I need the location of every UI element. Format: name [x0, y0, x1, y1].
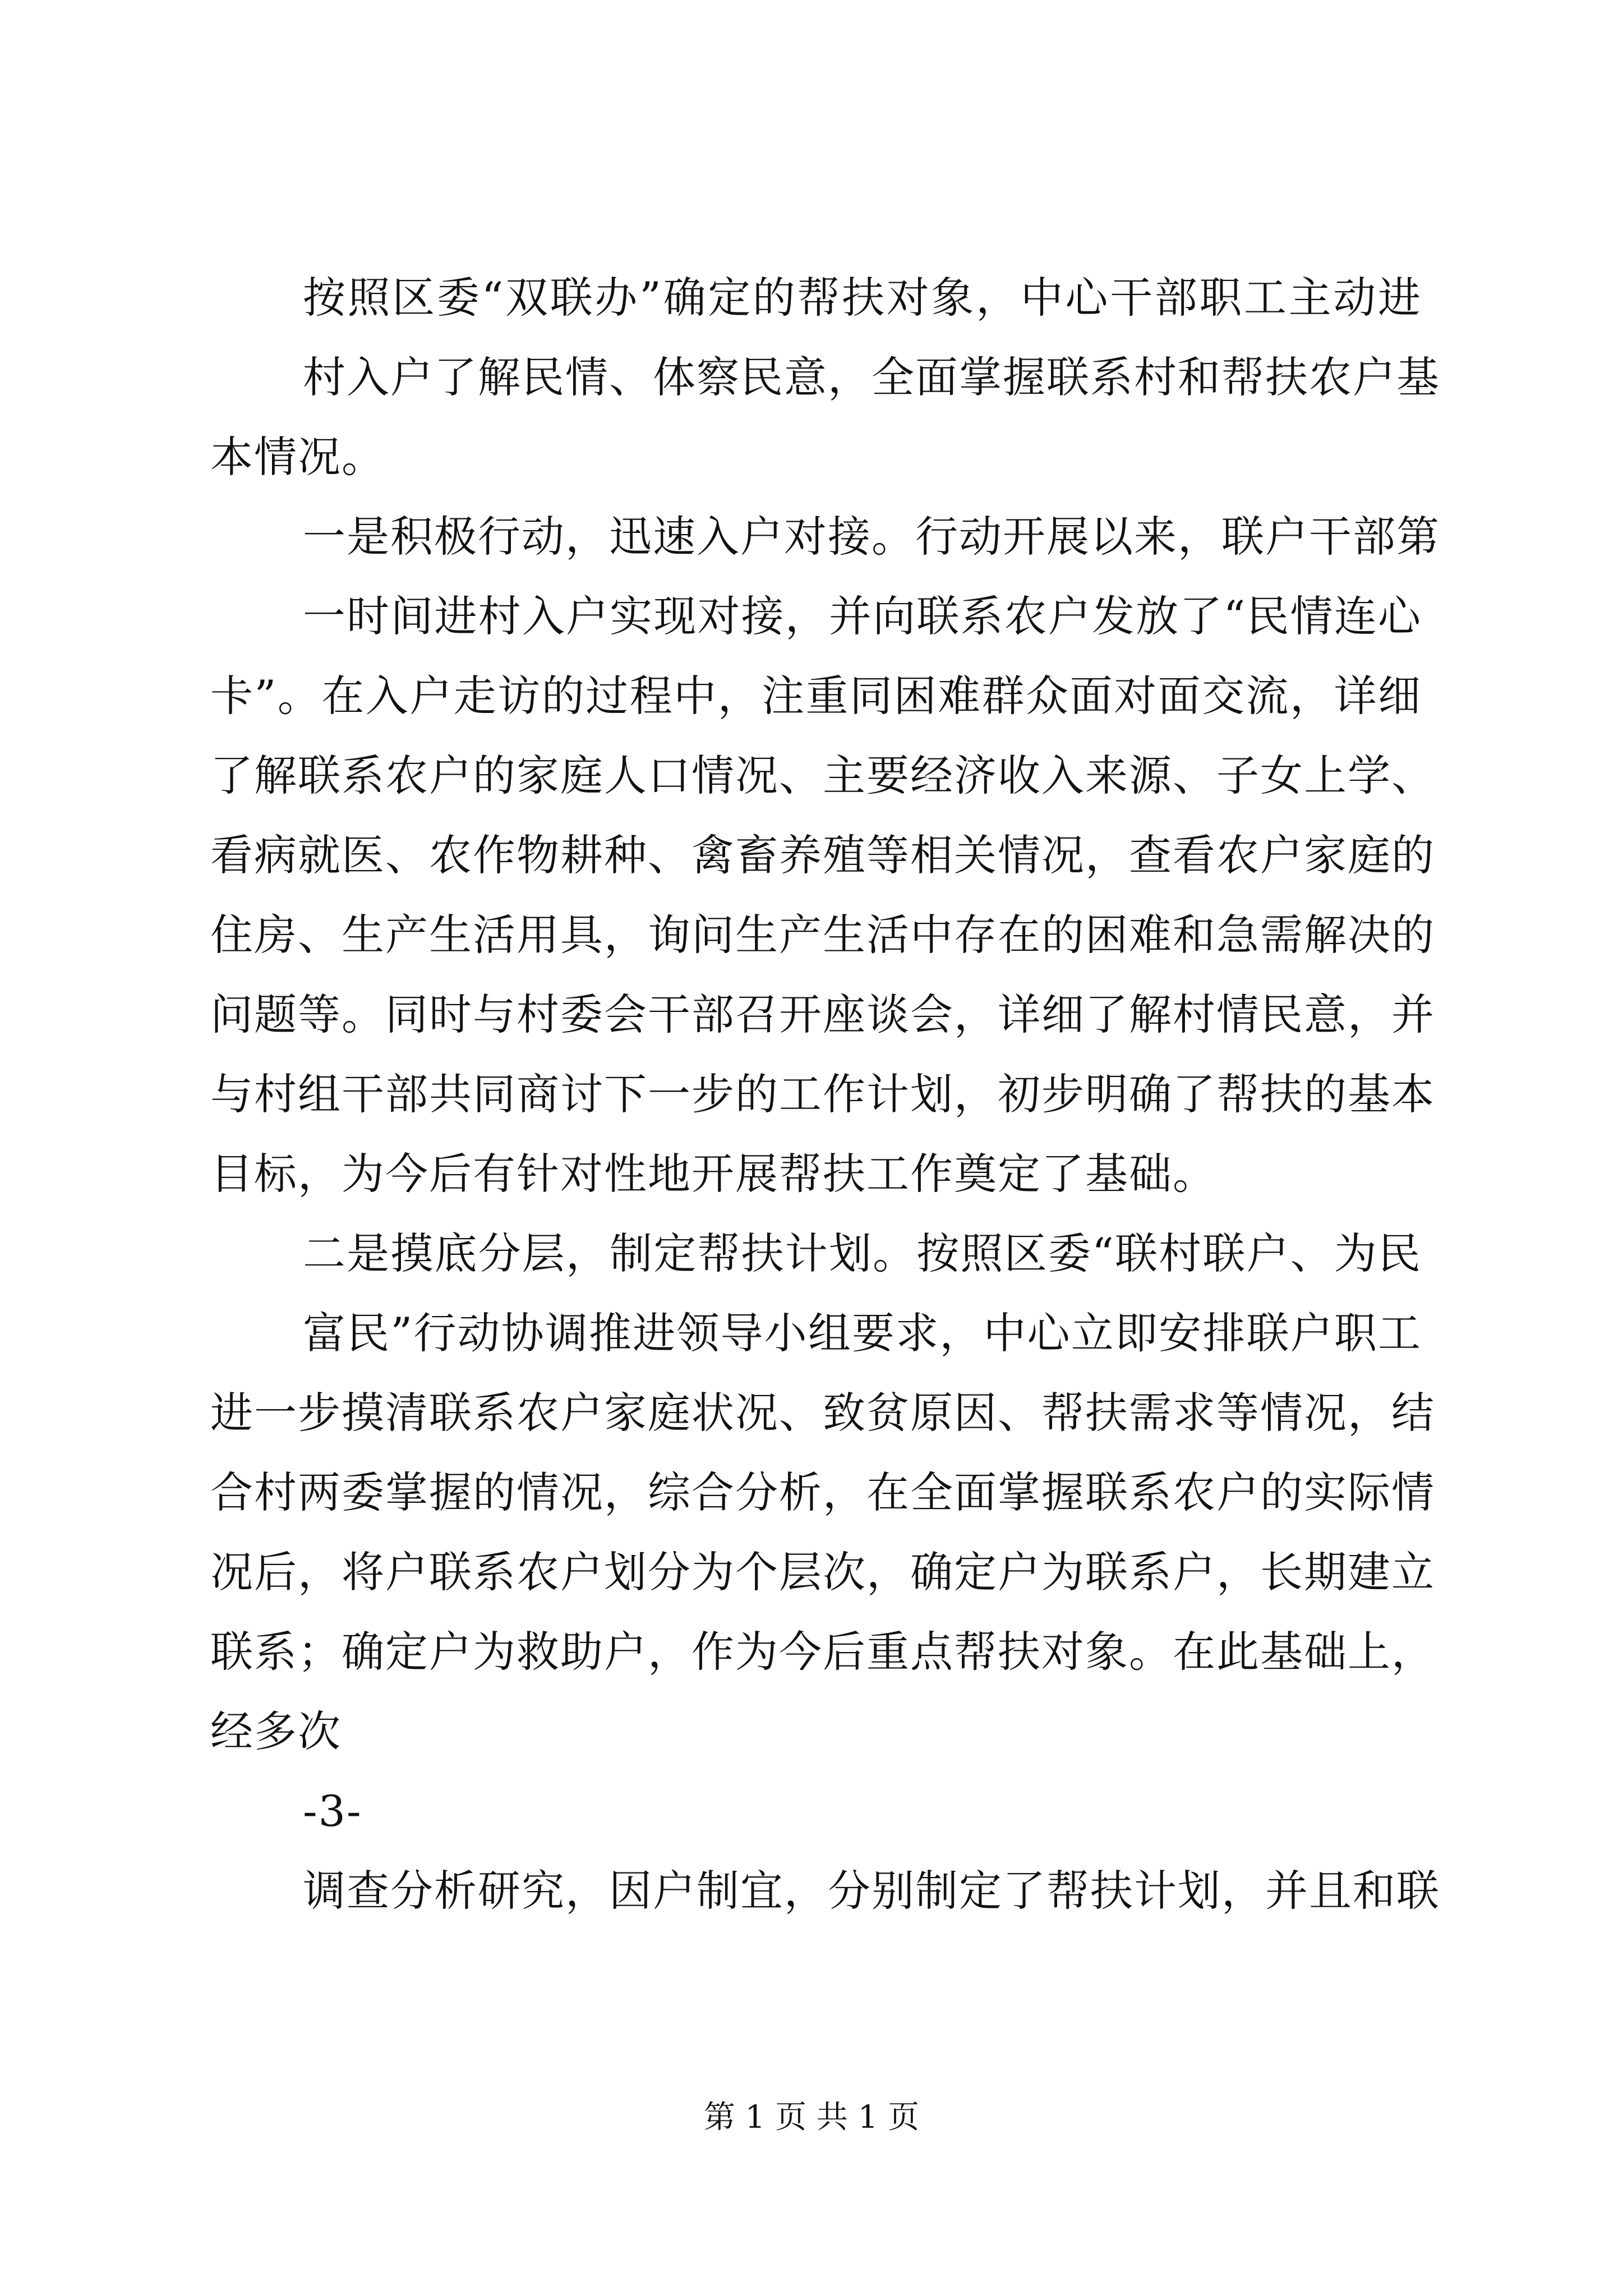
- text-line-14: 富民”行动协调推进领导小组要求，中心立即安排联户职工: [303, 1308, 1422, 1358]
- text-line-12: 目标，为今后有针对性地开展帮扶工作奠定了基础。: [210, 1149, 1216, 1199]
- document-body: [210, 258, 1440, 1931]
- text-line-17: 况后，将户联系农户划分为个层次，确定户为联系户，长期建立: [210, 1547, 1435, 1597]
- text-line-1: 按照区委“双联办”确定的帮扶对象，中心干部职工主动进: [303, 273, 1422, 323]
- text-line-18: 联系；确定户为救助户，作为今后重点帮扶对象。在此基础上，: [210, 1627, 1435, 1677]
- text-line-9: 住房、生产生活用具，询问生产生活中存在的困难和急需解决的: [210, 910, 1435, 960]
- text-line-10: 问题等。同时与村委会干部召开座谈会，详细了解村情民意，并: [210, 990, 1435, 1039]
- page-footer: 第 1 页 共 1 页: [703, 2099, 920, 2136]
- text-line-19: 经多次: [210, 1706, 342, 1756]
- text-line-21: 调查分析研究，因户制宜，分别制定了帮扶计划，并且和联: [303, 1866, 1440, 1916]
- text-line-16: 合村两委掌握的情况，综合分析，在全面掌握联系农户的实际情: [210, 1467, 1435, 1517]
- page-marker: -3-: [303, 1786, 362, 1836]
- text-line-13: 二是摸底分层，制定帮扶计划。按照区委“联村联户、为民: [303, 1228, 1422, 1278]
- text-line-6: 卡”。在入户走访的过程中，注重同困难群众面对面交流，详细: [210, 671, 1422, 721]
- text-line-2: 村入户了解民情、体察民意，全面掌握联系村和帮扶农户基: [303, 352, 1440, 402]
- text-line-3: 本情况。: [210, 432, 385, 482]
- text-line-4: 一是积极行动，迅速入户对接。行动开展以来，联户干部第: [303, 512, 1440, 562]
- text-line-7: 了解联系农户的家庭人口情况、主要经济收入来源、子女上学、: [210, 751, 1435, 800]
- text-line-15: 进一步摸清联系农户家庭状况、致贫原因、帮扶需求等情况，结: [210, 1388, 1435, 1438]
- text-line-8: 看病就医、农作物耕种、禽畜养殖等相关情况，查看农户家庭的: [210, 830, 1435, 880]
- text-line-5: 一时间进村入户实现对接，并向联系农户发放了“民情连心: [303, 591, 1422, 641]
- text-line-11: 与村组干部共同商讨下一步的工作计划，初步明确了帮扶的基本: [210, 1069, 1435, 1119]
